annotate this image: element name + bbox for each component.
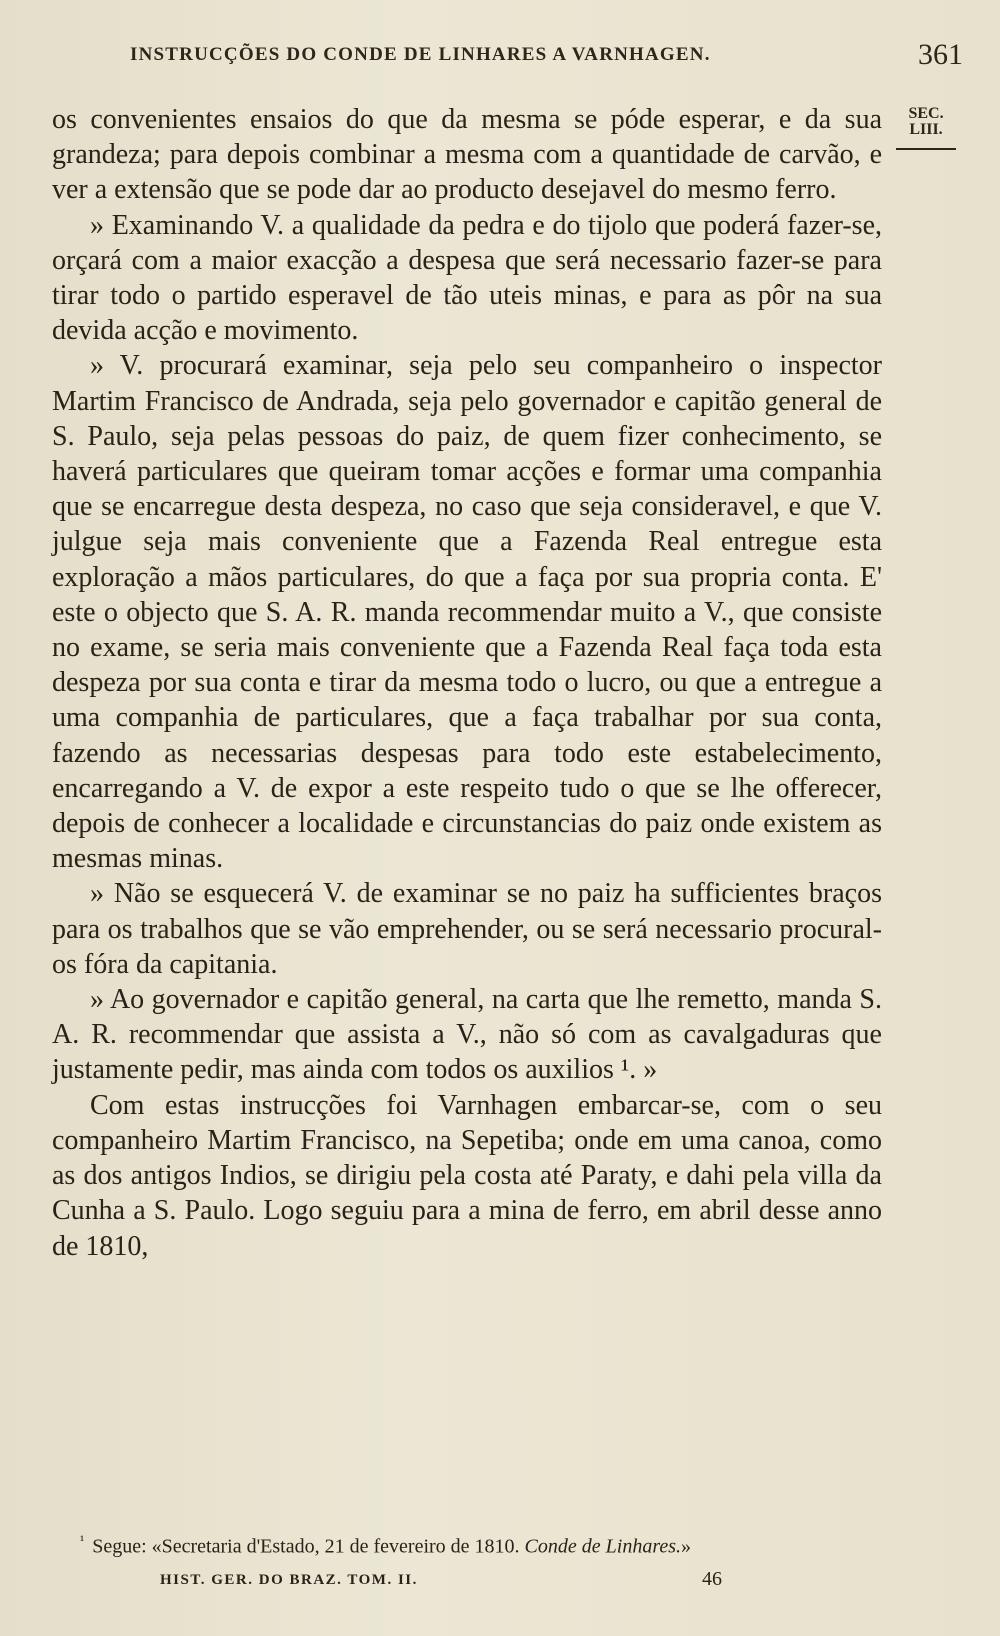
page-number: 361	[918, 38, 963, 71]
paragraph: Com estas instrucções foi Varnhagen embarcar-se, com o seu companheiro Martim Francisco, na Sepetiba; onde em uma canoa, como as dos antigos Indios, se dirigiu pela costa até Paraty, e dahi pela villa da Cunha a S. Paulo. Logo seguiu para a mina de ferro, em abril desse anno de 1810,	[52, 1089, 882, 1262]
paragraph: » Examinando V. a qualidade da pedra e do tijolo que poderá fazer-se, orçará com a maior exacção a despesa que será necessario fazer-se para tirar todo o partido esperavel de tão uteis minas, e para as pôr na sua devida acção e movimento.	[52, 209, 882, 347]
paragraph: os convenientes ensaios do que da mesma se póde esperar, e da sua grandeza; para depois combinar a mesma com a quantidade de carvão, e ver a extensão que se pode dar ao producto desejavel do mesmo ferro.	[52, 104, 882, 206]
running-head: INSTRUCÇÕES DO CONDE DE LINHARES A VARNHAGEN.	[130, 44, 711, 65]
sheet-number: 46	[702, 1568, 722, 1590]
footnote-signature: Conde de Linhares.	[524, 1535, 682, 1558]
section-rule	[896, 148, 956, 150]
footnote	[80, 1534, 691, 1559]
paragraph: » Ao governador e capitão general, na carta que lhe remetto, manda S. A. R. recommendar que assista a V., não só com as cavalgaduras que justamente pedir, mas ainda com todos os auxilios ¹. »	[52, 984, 882, 1086]
section-number: LIII.	[909, 121, 943, 138]
paragraph: » V. procurará examinar, seja pelo seu companheiro o inspector Martim Francisco de Andrada, seja pelo governador e capitão general de S. Paulo, seja pelas pessoas do paiz, de quem fizer conhecimento, se haverá particulares que queiram tomar acções e formar uma companhia que se encarregue desta despeza, no caso que seja consideravel, e que V. julgue seja mais conveniente que a Fazenda Real entregue esta exploração a mãos particulares, do que a faça por sua propria conta. E' este o objecto que S. A. R. manda recommendar muito a V., que consiste no exame, se seria mais conveniente que a Fazenda Real faça toda esta despeza por sua conta e tirar da mesma todo o lucro, ou que a entregue a uma companhia de particulares, que a faça trabalhar por sua conta, fazendo as necessarias despesas para todo este estabelecimento, encarregando a V. de expor a este respeito tudo o que se lhe offerecer, depois de conhecer a localidade e circunstancias do paiz onde existem as mesmas minas.	[52, 350, 882, 875]
body-text	[52, 102, 882, 1264]
section-label: SEC.	[908, 105, 944, 122]
footnote-close: »	[681, 1535, 692, 1558]
printer-signature-line: HIST. GER. DO BRAZ. TOM. II.	[160, 1572, 418, 1588]
paragraph: » Não se esquecerá V. de examinar se no paiz ha sufficientes braços para os trabalhos que se vão emprehender, ou se será necessario procural-os fóra da capitania.	[52, 878, 882, 980]
section-marginal-note	[896, 106, 956, 150]
footnote-marker: ¹	[80, 1534, 85, 1549]
footnote-text: Segue: «Secretaria d'Estado, 21 de fevereiro de 1810.	[92, 1535, 525, 1558]
